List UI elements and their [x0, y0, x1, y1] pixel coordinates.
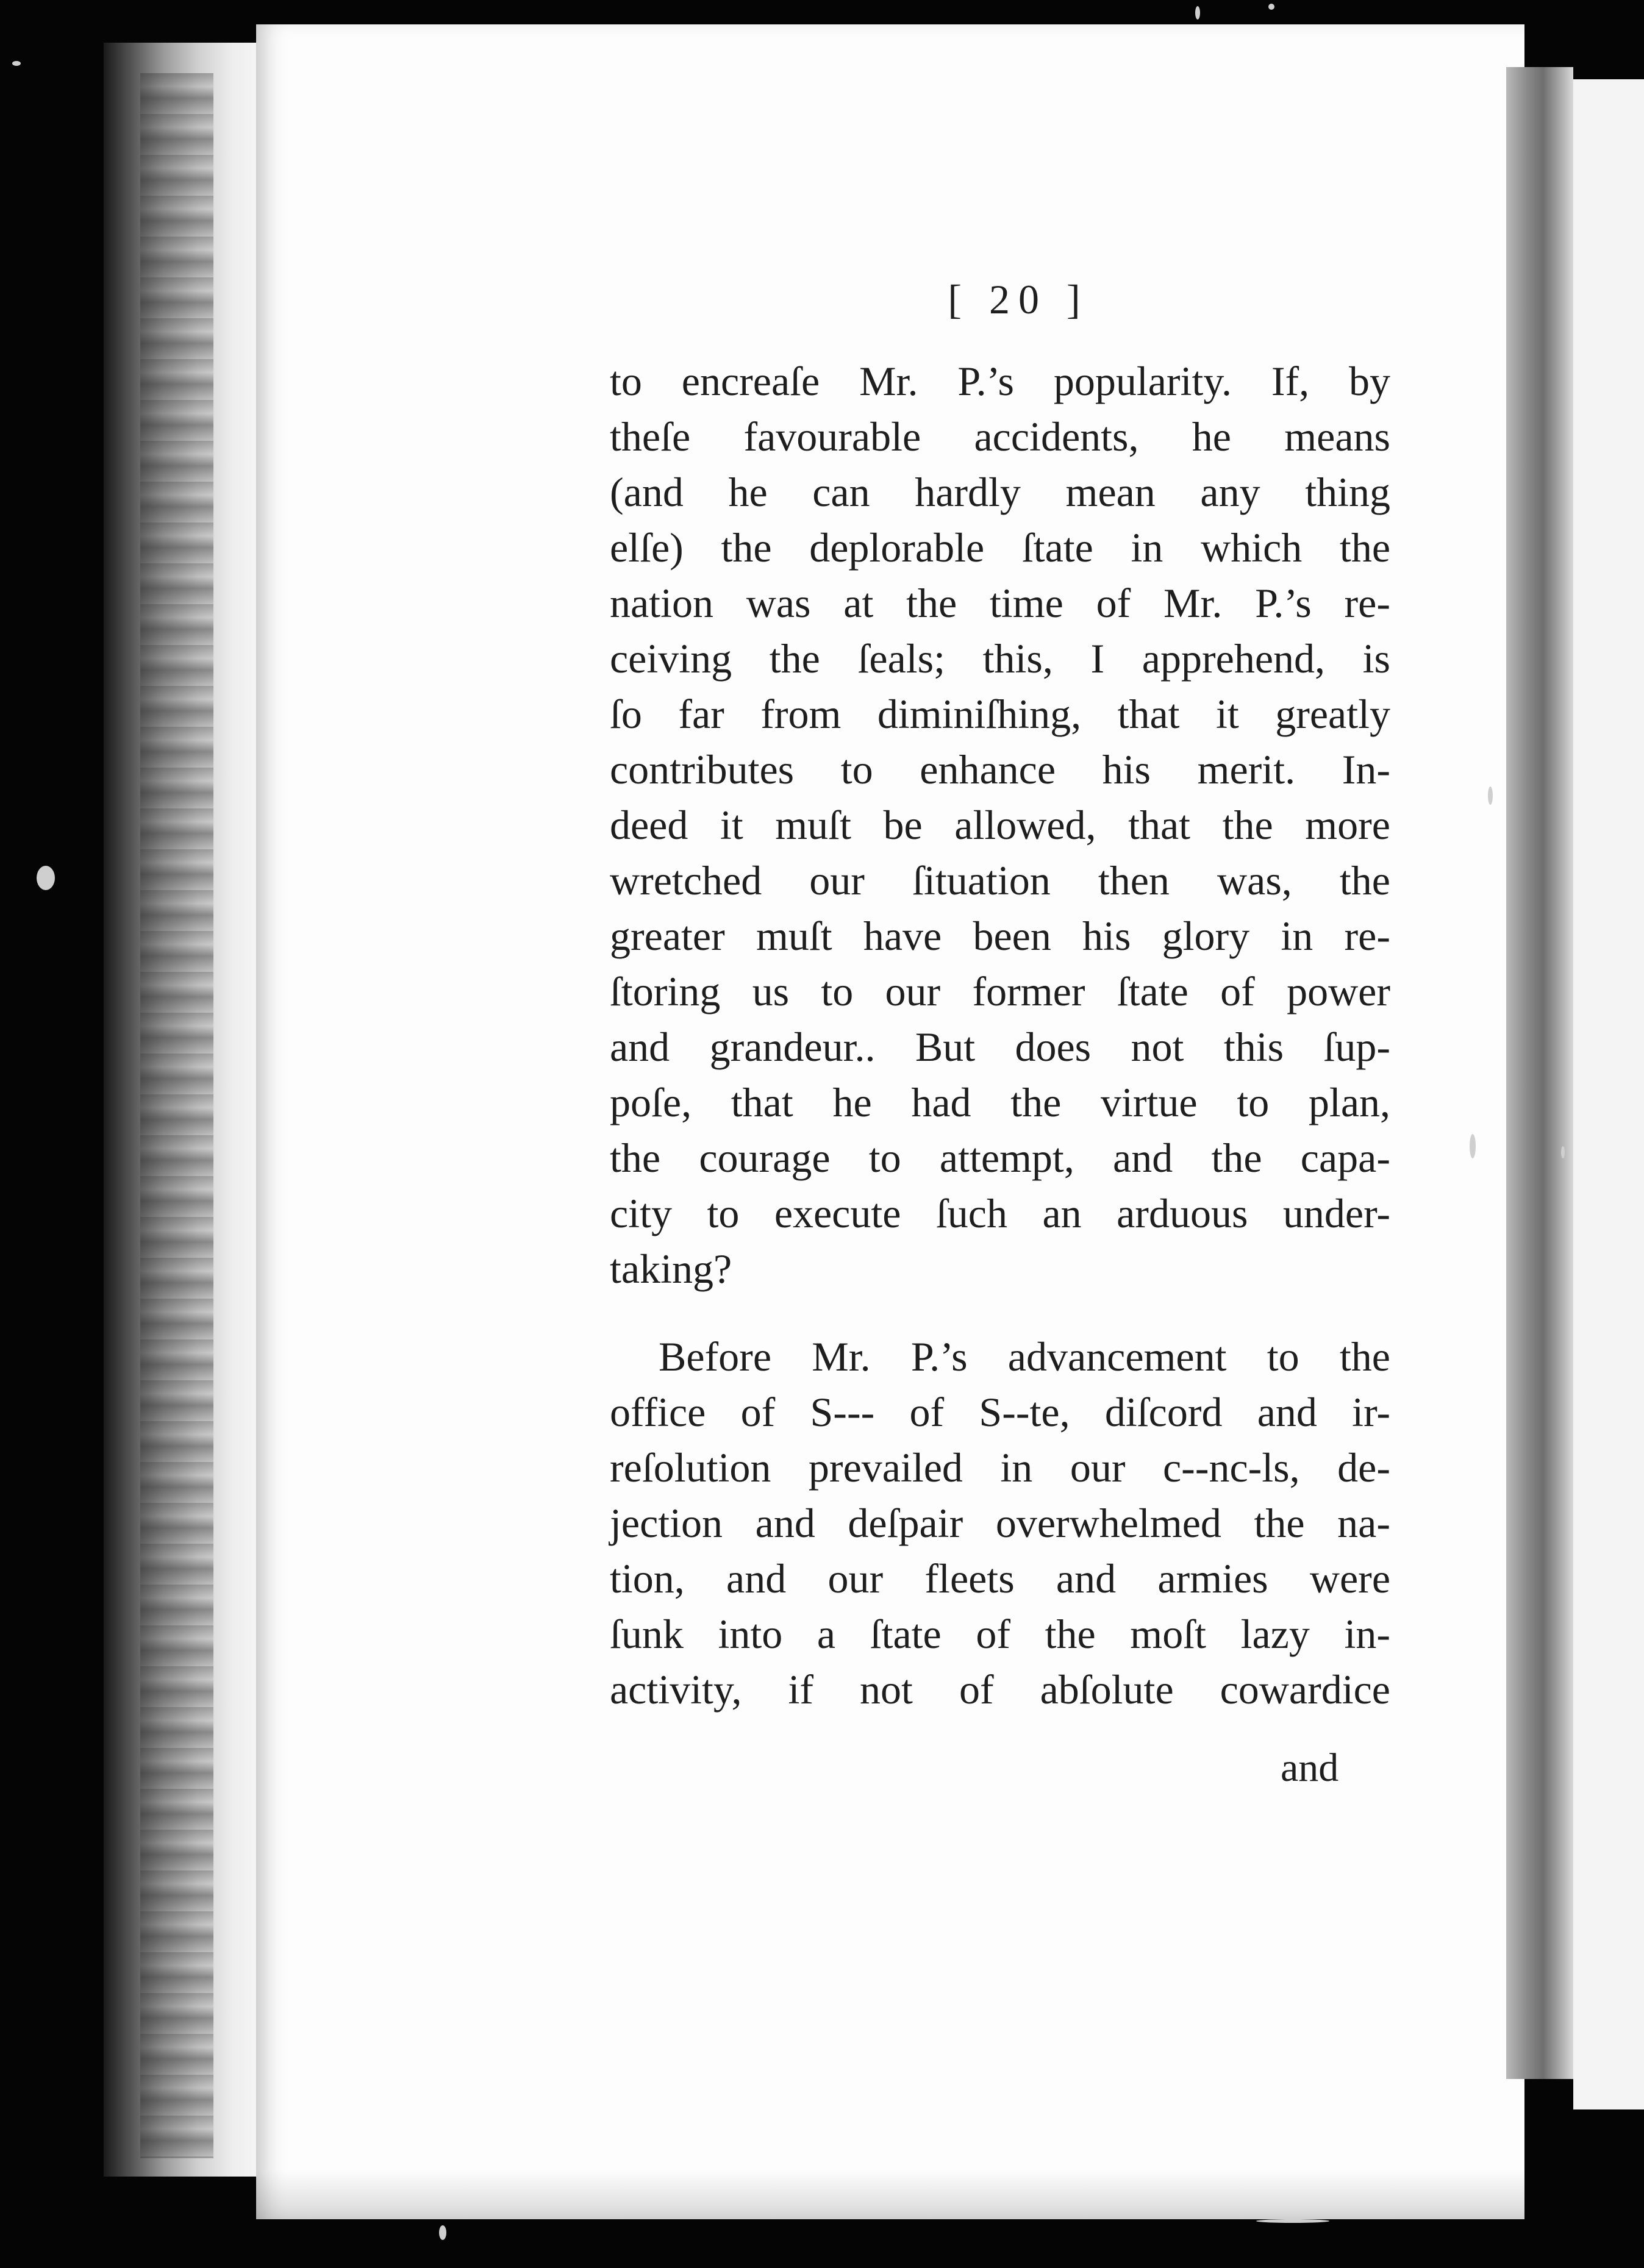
page-right-edge — [1506, 67, 1573, 2079]
text-line: activity, if not of abſolute cowardice — [610, 1666, 1390, 1713]
scan-speck — [1488, 786, 1493, 805]
text-line: ſtoring us to our former ſtate of power — [610, 968, 1390, 1015]
next-leaf-edge — [1573, 79, 1644, 2109]
text-line: the courage to attempt, and the capa- — [610, 1135, 1390, 1181]
text-line: Before Mr. P.’s advancement to the — [659, 1333, 1390, 1380]
text-line: office of S--- of S--te, diſcord and ir- — [610, 1389, 1390, 1435]
paragraph-2 — [610, 1329, 1390, 1717]
scan-speck — [1195, 6, 1200, 20]
text-line: ſunk into a ſtate of the moſt lazy in- — [610, 1611, 1390, 1657]
text-line: wretched our ſituation then was, the — [610, 857, 1390, 904]
scan-speck — [1561, 1146, 1565, 1158]
scan-speck — [1256, 2219, 1329, 2223]
text-line: poſe, that he had the virtue to plan, — [610, 1079, 1390, 1125]
text-line: reſolution prevailed in our c--nc-ls, de- — [610, 1444, 1390, 1491]
page-bottom-shadow — [256, 2170, 1524, 2219]
binding-shadow — [140, 73, 213, 2158]
scan-speck — [439, 2225, 446, 2240]
text-line: ſo far from diminiſhing, that it greatly — [610, 691, 1390, 737]
text-line: greater muſt have been his glory in re- — [610, 913, 1390, 959]
text-line: taking? — [610, 1246, 732, 1292]
scan-speck — [1470, 1134, 1476, 1158]
text-line: ceiving the ſeals; this, I apprehend, is — [610, 635, 1390, 682]
text-line: contributes to enhance his merit. In- — [610, 746, 1390, 793]
scan-speck — [1268, 4, 1274, 10]
text-line: theſe favourable accidents, he means — [610, 413, 1390, 460]
text-line: deed it muſt be allowed, that the more — [610, 802, 1390, 848]
scan-speck — [12, 61, 21, 66]
paragraph-1 — [610, 354, 1390, 1297]
text-line: city to execute ſuch an arduous under- — [610, 1190, 1390, 1236]
text-line: elſe) the deplorable ſtate in which the — [610, 524, 1390, 571]
text-line: nation was at the time of Mr. P.’s re- — [610, 580, 1390, 626]
text-line: to encreaſe Mr. P.’s popularity. If, by — [610, 358, 1390, 404]
text-line: and grandeur.. But does not this ſup- — [610, 1024, 1390, 1070]
text-line: jection and deſpair overwhelmed the na- — [610, 1500, 1390, 1546]
text-line: (and he can hardly mean any thing — [610, 469, 1390, 515]
text-line: tion, and our fleets and armies were — [610, 1555, 1390, 1602]
scan-speck — [37, 866, 55, 890]
catchword: and — [1281, 1746, 1339, 1790]
page-number: [ 20 ] — [948, 276, 1089, 323]
